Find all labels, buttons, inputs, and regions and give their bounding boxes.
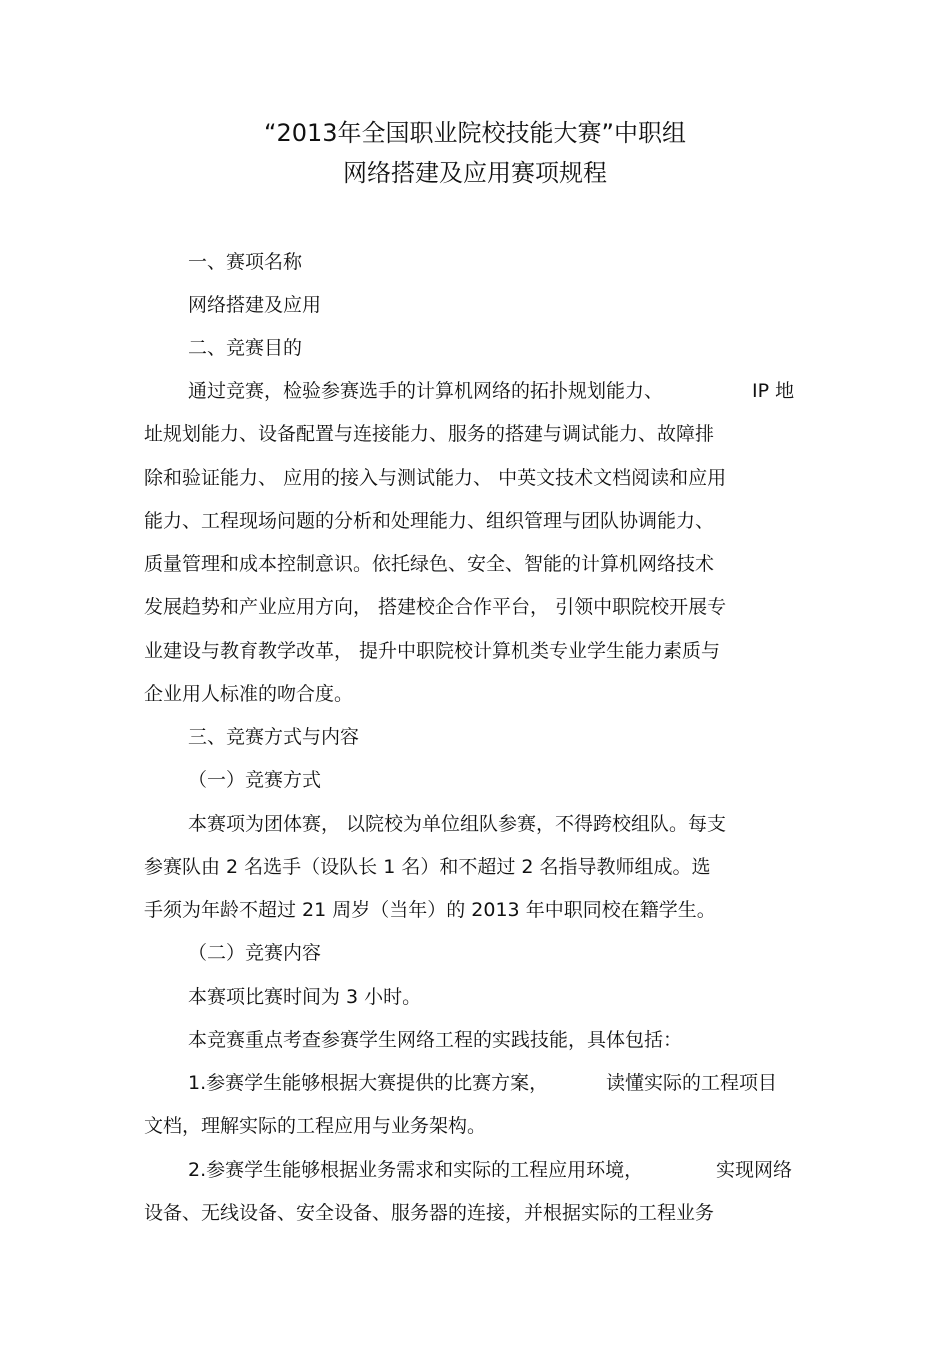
paragraph-line: 业建设与教育教学改革， 提升中职院校计算机类专业学生能力素质与 (144, 640, 721, 662)
paragraph-line: 本赛项为团体赛， 以院校为单位组队参赛，不得跨校组队。每支 (188, 813, 727, 835)
paragraph-line: 质量管理和成本控制意识。依托绿色、安全、智能的计算机网络技术 (144, 553, 715, 575)
paragraph-line: 本竞赛重点考查参赛学生网络工程的实践技能，具体包括： (188, 1029, 683, 1051)
document-title-line-2: 网络搭建及应用赛项规程 (343, 159, 607, 187)
paragraph-line: 参赛队由 2 名选手（设队长 1 名）和不超过 2 名指导教师组成。选 (144, 856, 711, 878)
paragraph-line: 手须为年龄不超过 21 周岁（当年）的 2013 年中职同校在籍学生。 (144, 899, 716, 921)
document-title-line-1: “2013年全国职业院校技能大赛”中职组 (264, 119, 686, 147)
list-item-2-tail: 实现网络 (716, 1159, 793, 1181)
paragraph-line: 发展趋势和产业应用方向， 搭建校企合作平台， 引领中职院校开展专 (144, 596, 727, 618)
list-item-2-start: 2.参赛学生能够根据业务需求和实际的工程应用环境， (188, 1159, 644, 1181)
section-heading-3: 三、竞赛方式与内容 (188, 726, 360, 748)
list-item-1-start: 1.参赛学生能够根据大赛提供的比赛方案， (188, 1072, 549, 1094)
section-heading-1: 一、赛项名称 (188, 251, 303, 273)
paragraph-line: 能力、工程现场问题的分析和处理能力、组织管理与团队协调能力、 (144, 510, 715, 532)
list-item-2-continuation: 设备、无线设备、安全设备、服务器的连接，并根据实际的工程业务 (144, 1202, 715, 1224)
list-item-1-continuation: 文档，理解实际的工程应用与业务架构。 (144, 1115, 487, 1137)
subsection-heading-1: （一）竞赛方式 (188, 769, 322, 791)
paragraph-line: 本赛项比赛时间为 3 小时。 (188, 986, 422, 1008)
paragraph-line-tail: IP 地 (752, 380, 795, 402)
paragraph-line: 除和验证能力、 应用的接入与测试能力、 中英文技术文档阅读和应用 (144, 467, 727, 489)
section-heading-2: 二、竞赛目的 (188, 337, 303, 359)
paragraph-line: 通过竞赛，检验参赛选手的计算机网络的拓扑规划能力、 (188, 380, 664, 402)
list-item-1-tail: 读懂实际的工程项目 (606, 1072, 778, 1094)
paragraph-line: 企业用人标准的吻合度。 (144, 683, 354, 705)
subsection-heading-2: （二）竞赛内容 (188, 942, 322, 964)
paragraph-line: 网络搭建及应用 (188, 294, 322, 316)
paragraph-line: 址规划能力、设备配置与连接能力、服务的搭建与调试能力、故障排 (144, 423, 715, 445)
